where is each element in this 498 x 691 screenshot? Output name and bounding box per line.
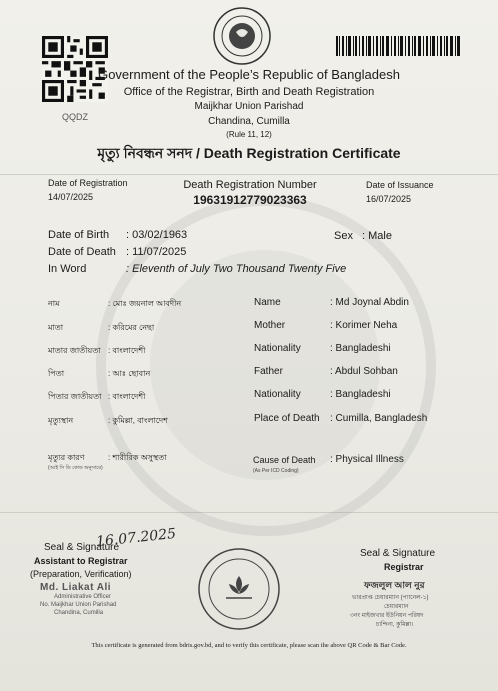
sex-label: Sex [334, 230, 353, 242]
registration-number-label: Death Registration Number [183, 179, 317, 191]
right-seal-signature-label: Seal & Signature [360, 548, 436, 559]
name-en-label: Name [254, 297, 281, 308]
father-en-value: : Abdul Sohban [330, 366, 398, 377]
death-date-label: Date of Death [48, 246, 116, 258]
sex-value: : Male [362, 230, 392, 242]
birth-date-value: : 03/02/1963 [126, 229, 188, 241]
name-bn-label: নাম [48, 299, 60, 308]
mother-bn-label: মাতা [48, 323, 64, 332]
birth-date-label: Date of Birth [48, 229, 110, 241]
father-en-label: Father [254, 366, 283, 377]
certificate-title-en: Death Registration Certificate [203, 145, 401, 161]
death-place-en-value: : Cumilla, Bangladesh [330, 413, 428, 424]
cause-en-value: : Physical Illness [330, 454, 404, 465]
union-parishad-seal-icon [196, 546, 282, 632]
mother-nationality-bn-label: মাতার জাতীয়তা [48, 346, 101, 355]
union-location: Chandina, Cumilla [208, 116, 290, 127]
assistant-registrar-subtitle: (Preparation, Verification) [30, 569, 132, 579]
barcode-icon [336, 36, 460, 56]
office-title: Office of the Registrar, Birth and Death Registration [123, 86, 375, 98]
registrar-stamp-office: চেয়ারম্যান [384, 604, 409, 610]
registrar-stamp-place: চান্দিনা, কুমিল্লা। [376, 622, 414, 628]
death-place-bn-value: : কুমিল্লা, বাংলাদেশ [108, 416, 168, 425]
registrar-title: Registrar [384, 562, 424, 572]
verification-footer: This certificate is generated from bdris.gov.bd, and to verify this certificate, please scan the above QR Code & Bar Code. [91, 642, 407, 649]
mother-nationality-en-value: : Bangladeshi [330, 343, 391, 354]
rule-reference: (Rule 11, 12) [226, 130, 272, 139]
mother-nationality-en-label: Nationality [254, 343, 301, 354]
government-title: Government of the People’s Republic of Bangladesh [98, 67, 400, 82]
qr-caption: QQDZ [62, 112, 88, 122]
death-place-bn-label: মৃত্যুস্থান [48, 416, 74, 425]
mother-en-label: Mother [254, 320, 286, 331]
left-stamp-designation: Administrative Officer [54, 594, 111, 600]
cause-bn-sublabel: (আই সি ডি কোড অনুসারে) [48, 465, 103, 471]
left-stamp-union: No. Maijkhar Union Parishad [40, 602, 117, 608]
handwritten-date: 16.07.2025 [95, 525, 177, 551]
cause-bn-value: : শারীরিক অসুস্থতা [108, 453, 167, 462]
father-nationality-en-value: : Bangladeshi [330, 389, 391, 400]
mother-nationality-bn-value: : বাংলাদেশী [108, 346, 146, 355]
registration-date-value: 14/07/2025 [48, 192, 94, 202]
watermark-emblem [150, 250, 380, 480]
death-date-value: : 11/07/2025 [126, 246, 187, 258]
father-nationality-en-label: Nationality [254, 389, 301, 400]
name-bn-value: : মোঃ জয়নাল আবদীন [108, 299, 182, 308]
union-name: Maijkhar Union Parishad [194, 101, 304, 112]
cause-bn-label: মৃত্যুর কারণ [48, 453, 85, 462]
registrar-stamp-union: ৩নং মাইজখার ইউনিয়ন পরিষদ [350, 613, 424, 619]
title-separator: / [192, 145, 204, 161]
certificate-title [0, 142, 498, 166]
issuance-date-label: Date of Issuance [366, 180, 434, 190]
in-word-value: : Eleventh of July Two Thousand Twenty Five [126, 263, 347, 275]
fold-line [0, 174, 498, 175]
left-stamp-name: Md. Liakat Ali [40, 582, 112, 593]
issuance-date-value: 16/07/2025 [366, 194, 412, 204]
assistant-registrar-title: Assistant to Registrar [34, 556, 128, 566]
in-word-label: In Word [48, 263, 87, 275]
left-stamp-place: Chandina, Cumilla [54, 610, 104, 616]
registrar-stamp-designation: ভারপ্রাপ্ত চেয়ারম্যান (প্যানেল-১) [352, 595, 429, 601]
registration-number-value: 19631912779023363 [193, 193, 307, 207]
cause-en-label: Cause of Death [253, 455, 316, 465]
father-bn-label: পিতা [48, 369, 65, 378]
government-emblem-icon [212, 6, 272, 66]
registrar-stamp-name: ফজলুল আল নুর [364, 580, 425, 590]
father-nationality-bn-label: পিতার জাতীয়তা [48, 392, 102, 401]
death-place-en-label: Place of Death [254, 413, 320, 424]
father-bn-value: : আঃ ছোবান [108, 369, 151, 378]
certificate-title-bn: মৃত্যু নিবন্ধন সনদ [97, 145, 193, 161]
name-en-value: : Md Joynal Abdin [330, 297, 409, 308]
mother-en-value: : Korimer Neha [330, 320, 398, 331]
left-seal-signature-label: Seal & Signature [44, 542, 120, 553]
registration-date-label: Date of Registration [48, 178, 128, 188]
cause-en-sublabel: (As Per ICD Coding) [253, 468, 299, 474]
father-nationality-bn-value: : বাংলাদেশী [108, 392, 146, 401]
mother-bn-value: : করিমের নেছা [108, 323, 155, 332]
